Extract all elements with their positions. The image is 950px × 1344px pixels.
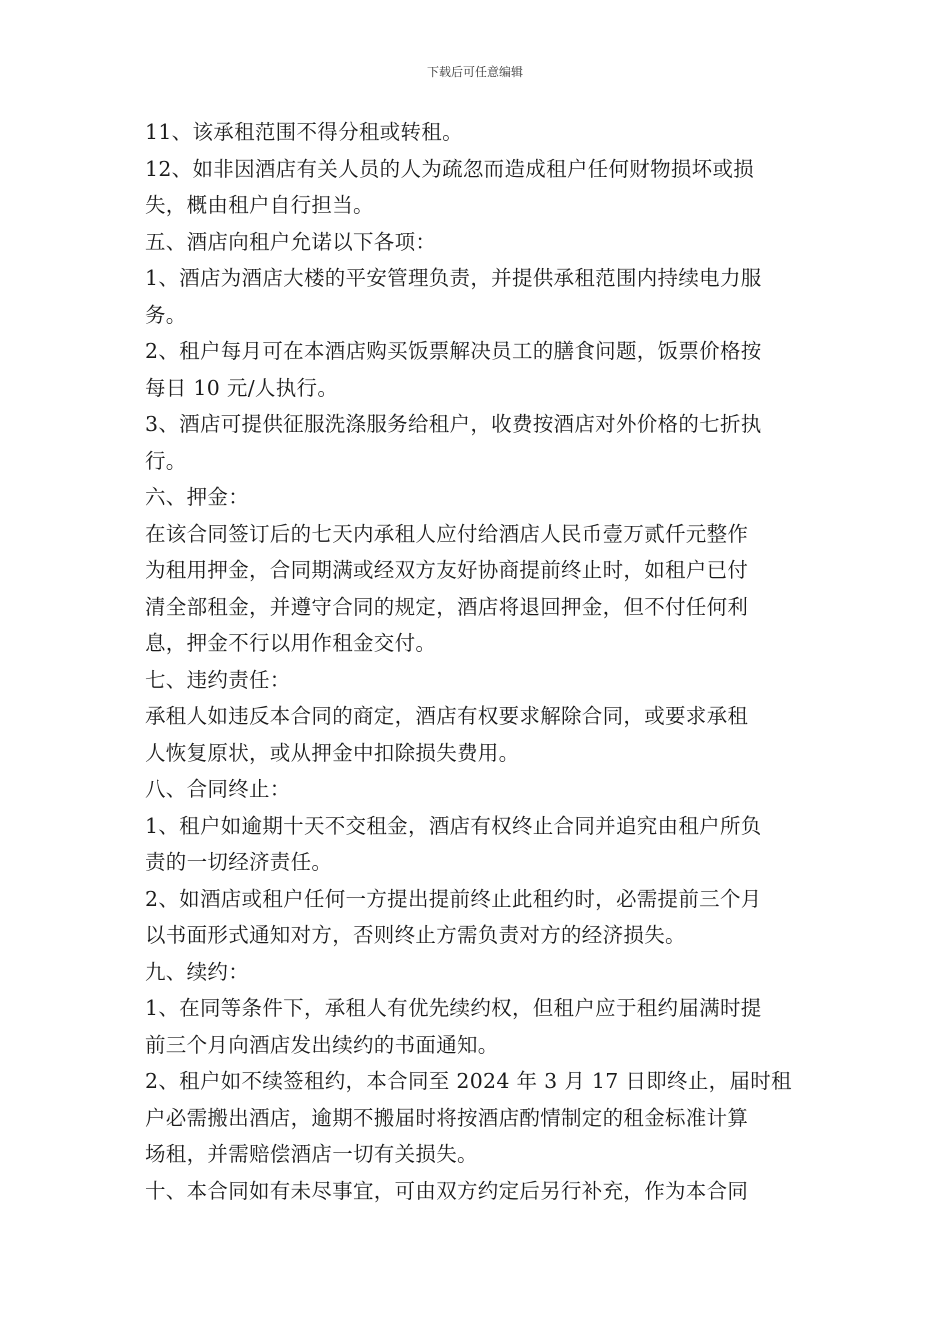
clause-12-line-1: 12、如非因酒店有关人员的人为疏忽而造成租户任何财物损坏或损 (145, 156, 755, 181)
section-6-line-2: 为租用押金，合同期满或经双方友好协商提前终止时，如租户已付 (145, 558, 749, 582)
page-header: 下载后可任意编辑 (426, 65, 523, 79)
section-7-line-2: 人恢复原状，或从押金中扣除损失费用。 (145, 740, 520, 765)
clause-11-line: 11、该承租范围不得分租或转租。 (145, 120, 463, 144)
clause-12-line-2: 失，概由租户自行担当。 (145, 193, 374, 217)
section-6-line-1: 在该合同签订后的七天内承租人应付给酒店人民币壹万贰仟元整作 (145, 521, 749, 546)
section-7-heading: 七、违约责任： (145, 667, 291, 692)
section-8-heading: 八、合同终止： (145, 777, 291, 801)
section-9-item-2-line-1: 2、租户如不续签租约，本合同至 2024 年 3 月 17 日即终止，届时租 (145, 1069, 792, 1093)
section-9-heading: 九、续约： (145, 959, 249, 984)
section-10-line-1: 十、本合同如有未尽事宜，可由双方约定后另行补充，作为本合同 (145, 1178, 749, 1203)
section-5-heading: 五、酒店向租户允诺以下各项： (145, 229, 437, 254)
section-5-item-2-line-2: 每日 10 元/人执行。 (145, 375, 339, 400)
section-6-line-4: 息，押金不行以用作租金交付。 (145, 631, 437, 655)
section-5-item-1-line-1: 1、酒店为酒店大楼的平安管理负责，并提供承租范围内持续电力服 (145, 266, 762, 290)
section-5-item-1-line-2: 务。 (145, 302, 187, 327)
section-8-item-1-line-2: 责的一切经济责任。 (145, 850, 333, 874)
section-9-item-2-line-3: 场租，并需赔偿酒店一切有关损失。 (145, 1142, 478, 1166)
section-9-item-1-line-1: 1、在同等条件下，承租人有优先续约权，但租户应于租约届满时提 (145, 996, 762, 1020)
section-7-line-1: 承租人如违反本合同的商定，酒店有权要求解除合同，或要求承租 (145, 704, 749, 728)
document-body (145, 114, 807, 1209)
section-6-heading: 六、押金： (145, 485, 249, 509)
section-5-item-3-line-2: 行。 (145, 448, 187, 473)
section-5-item-3-line-1: 3、酒店可提供征服洗涤服务给租户，收费按酒店对外价格的七折执 (145, 412, 762, 436)
section-8-item-2-line-1: 2、如酒店或租户任何一方提出提前终止此租约时，必需提前三个月 (145, 886, 762, 911)
section-8-item-2-line-2: 以书面形式通知对方，否则终止方需负责对方的经济损失。 (145, 923, 686, 947)
section-8-item-1-line-1: 1、租户如逾期十天不交租金，酒店有权终止合同并追究由租户所负 (145, 813, 762, 838)
section-9-item-1-line-2: 前三个月向酒店发出续约的书面通知。 (145, 1032, 499, 1057)
section-5-item-2-line-1: 2、租户每月可在本酒店购买饭票解决员工的膳食问题，饭票价格按 (145, 339, 762, 363)
section-9-item-2-line-2: 户必需搬出酒店，逾期不搬届时将按酒店酌情制定的租金标准计算 (145, 1105, 749, 1130)
section-6-line-3: 清全部租金，并遵守合同的规定，酒店将退回押金，但不付任何利 (145, 594, 749, 619)
